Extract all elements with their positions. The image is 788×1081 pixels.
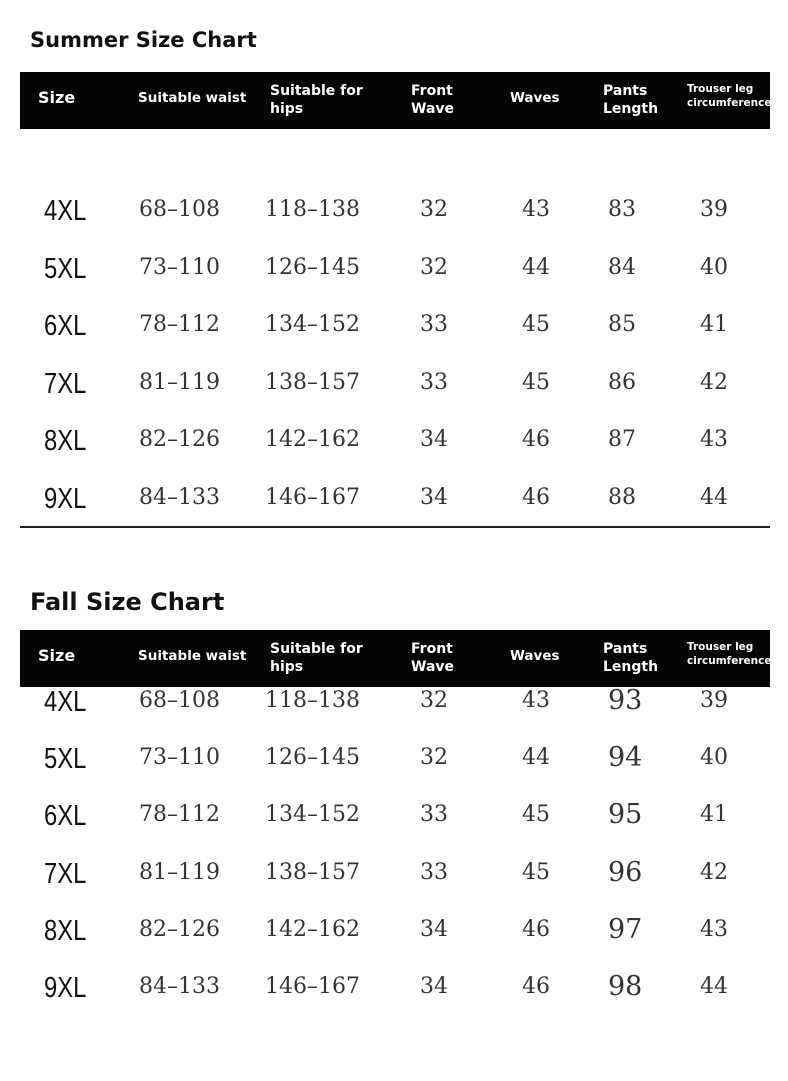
pants-length-cell: 93 — [608, 685, 643, 716]
header-front-wave: Front Wave — [411, 641, 455, 675]
pants-length-cell: 86 — [608, 369, 636, 395]
summer-header-row — [20, 72, 770, 129]
hips-cell: 142–162 — [265, 427, 360, 452]
hips-cell: 146–167 — [265, 484, 360, 510]
hips-cell: 146–167 — [265, 974, 360, 999]
table-row — [20, 197, 770, 247]
summer-chart-title: Summer Size Chart — [30, 28, 257, 52]
fall-chart-title: Fall Size Chart — [30, 588, 225, 616]
pants-length-cell: 95 — [608, 799, 643, 831]
hips-cell: 118–138 — [265, 688, 360, 713]
waist-cell: 73–110 — [139, 254, 220, 280]
waist-cell: 81–119 — [139, 369, 220, 395]
header-waves: Waves — [510, 90, 560, 106]
table-row — [20, 856, 770, 910]
header-suitable-waist: Suitable waist — [138, 90, 247, 106]
pants-length-cell: 98 — [608, 971, 643, 1002]
size-cell: 6XL — [44, 800, 87, 833]
front-wave-cell: 33 — [420, 859, 448, 885]
size-cell: 9XL — [44, 972, 87, 1004]
header-size: Size — [38, 646, 76, 665]
header-front-wave: Front Wave — [411, 83, 455, 117]
header-suitable-hips: Suitable for hips — [270, 83, 363, 117]
header-trouser-leg: Trouser leg circumference — [687, 641, 772, 667]
waist-cell: 78–112 — [139, 802, 220, 828]
table-row — [20, 971, 770, 1024]
size-cell: 8XL — [44, 914, 87, 947]
fall-header-row — [20, 630, 770, 687]
waves-cell: 43 — [522, 688, 550, 713]
waves-cell: 43 — [522, 197, 550, 222]
size-cell: 4XL — [44, 686, 87, 718]
waist-cell: 73–110 — [139, 745, 220, 771]
trouser-leg-cell: 40 — [700, 254, 728, 280]
table-row — [20, 367, 770, 420]
front-wave-cell: 33 — [420, 312, 448, 337]
summer-table-body — [20, 129, 770, 528]
waist-cell: 84–133 — [139, 974, 220, 999]
waves-cell: 46 — [522, 427, 550, 452]
front-wave-cell: 32 — [420, 745, 448, 771]
waves-cell: 46 — [522, 916, 550, 942]
table-row — [20, 427, 770, 477]
waist-cell: 82–126 — [139, 916, 220, 942]
hips-cell: 126–145 — [265, 254, 360, 280]
hips-cell: 138–157 — [265, 859, 360, 885]
waves-cell: 45 — [522, 802, 550, 828]
table-row — [20, 742, 770, 795]
table-row — [20, 312, 770, 362]
table-row — [20, 685, 770, 738]
table-row — [20, 913, 770, 967]
header-pants-length: Pants Length — [603, 83, 659, 117]
hips-cell: 126–145 — [265, 745, 360, 771]
trouser-leg-cell: 43 — [700, 427, 728, 452]
table-row — [20, 482, 770, 535]
header-size: Size — [38, 88, 76, 107]
front-wave-cell: 32 — [420, 254, 448, 280]
summer-size-chart — [0, 0, 788, 540]
size-cell: 7XL — [44, 857, 87, 890]
front-wave-cell: 33 — [420, 369, 448, 395]
waist-cell: 68–108 — [139, 197, 220, 222]
header-pants-length: Pants Length — [603, 641, 659, 675]
fall-size-chart — [0, 560, 788, 1081]
hips-cell: 134–152 — [265, 802, 360, 828]
waist-cell: 84–133 — [139, 484, 220, 510]
hips-cell: 134–152 — [265, 312, 360, 337]
size-cell: 7XL — [44, 367, 87, 400]
front-wave-cell: 34 — [420, 484, 448, 510]
trouser-leg-cell: 41 — [700, 312, 728, 337]
waves-cell: 44 — [522, 254, 550, 280]
fall-table-body — [20, 687, 770, 1081]
trouser-leg-cell: 41 — [700, 802, 728, 828]
size-cell: 4XL — [44, 195, 87, 227]
waist-cell: 68–108 — [139, 688, 220, 713]
waves-cell: 45 — [522, 312, 550, 337]
hips-cell: 142–162 — [265, 916, 360, 942]
trouser-leg-cell: 40 — [700, 745, 728, 771]
trouser-leg-cell: 44 — [700, 974, 728, 999]
pants-length-cell: 87 — [608, 427, 636, 452]
hips-cell: 118–138 — [265, 197, 360, 222]
table-row — [20, 799, 770, 852]
trouser-leg-cell: 42 — [700, 859, 728, 885]
size-cell: 8XL — [44, 425, 87, 457]
waves-cell: 44 — [522, 745, 550, 771]
header-suitable-hips: Suitable for hips — [270, 641, 363, 675]
front-wave-cell: 34 — [420, 427, 448, 452]
waves-cell: 45 — [522, 859, 550, 885]
waist-cell: 82–126 — [139, 427, 220, 452]
pants-length-cell: 96 — [608, 856, 643, 888]
header-waves: Waves — [510, 648, 560, 664]
trouser-leg-cell: 42 — [700, 369, 728, 395]
waist-cell: 78–112 — [139, 312, 220, 337]
front-wave-cell: 34 — [420, 974, 448, 999]
front-wave-cell: 34 — [420, 916, 448, 942]
waves-cell: 46 — [522, 974, 550, 999]
size-cell: 5XL — [44, 252, 87, 285]
front-wave-cell: 33 — [420, 802, 448, 828]
trouser-leg-cell: 39 — [700, 688, 728, 713]
waves-cell: 46 — [522, 484, 550, 510]
pants-length-cell: 97 — [608, 913, 643, 945]
table-row — [20, 252, 770, 305]
size-cell: 6XL — [44, 310, 87, 342]
size-cell: 5XL — [44, 743, 87, 776]
hips-cell: 138–157 — [265, 369, 360, 395]
waist-cell: 81–119 — [139, 859, 220, 885]
pants-length-cell: 84 — [608, 254, 636, 280]
pants-length-cell: 83 — [608, 197, 636, 222]
front-wave-cell: 32 — [420, 688, 448, 713]
front-wave-cell: 32 — [420, 197, 448, 222]
trouser-leg-cell: 44 — [700, 484, 728, 510]
size-cell: 9XL — [44, 482, 87, 515]
trouser-leg-cell: 43 — [700, 916, 728, 942]
header-suitable-waist: Suitable waist — [138, 648, 247, 664]
header-trouser-leg: Trouser leg circumference — [687, 83, 772, 109]
pants-length-cell: 88 — [608, 484, 636, 510]
trouser-leg-cell: 39 — [700, 197, 728, 222]
pants-length-cell: 85 — [608, 312, 636, 337]
waves-cell: 45 — [522, 369, 550, 395]
pants-length-cell: 94 — [608, 742, 643, 774]
